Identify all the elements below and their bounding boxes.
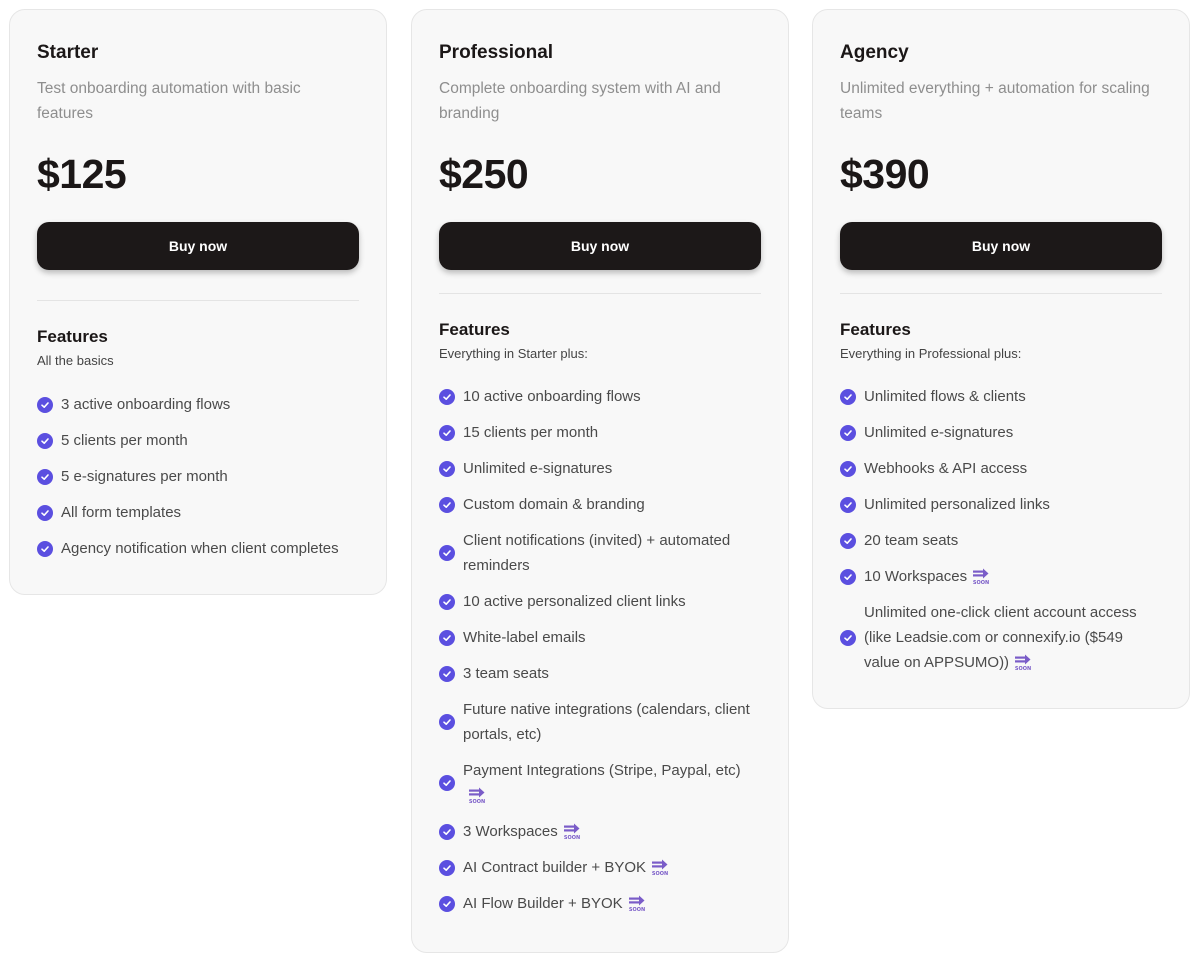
check-circle-icon xyxy=(439,860,455,876)
check-circle-icon xyxy=(439,775,455,791)
feature-list xyxy=(37,392,359,561)
feature-label: Unlimited e-signatures xyxy=(463,460,613,477)
coming-soon-arrow-icon xyxy=(1014,654,1032,671)
check-circle-icon xyxy=(840,533,856,549)
plan-price: $125 xyxy=(37,151,127,197)
feature-item xyxy=(840,420,1162,445)
feature-text xyxy=(463,589,761,614)
feature-text xyxy=(463,855,761,880)
feature-label: 15 clients per month xyxy=(463,424,599,441)
svg-text:SOON: SOON xyxy=(628,906,645,912)
check-circle-icon xyxy=(840,630,856,646)
feature-label: All form templates xyxy=(61,504,182,521)
coming-soon-arrow-icon xyxy=(468,787,486,804)
check-circle-icon xyxy=(439,594,455,610)
feature-label: 10 active onboarding flows xyxy=(463,388,641,405)
svg-text:SOON: SOON xyxy=(468,798,486,804)
check-circle-icon xyxy=(439,497,455,513)
check-circle-icon xyxy=(37,541,53,557)
buy-now-button[interactable]: Buy now xyxy=(37,222,359,270)
plan-card-agency xyxy=(812,9,1190,709)
check-circle-icon xyxy=(439,425,455,441)
feature-item xyxy=(37,428,359,453)
plan-description: Unlimited everything + automation for scaling teams xyxy=(840,80,1150,122)
check-circle-icon xyxy=(439,630,455,646)
feature-text xyxy=(463,661,761,686)
check-circle-icon xyxy=(840,569,856,585)
feature-text xyxy=(61,428,359,453)
feature-text xyxy=(864,492,1162,517)
feature-item xyxy=(439,661,761,686)
feature-text xyxy=(463,819,761,844)
feature-label: 5 clients per month xyxy=(61,432,188,449)
features-title: Features xyxy=(439,320,510,339)
feature-text xyxy=(61,500,359,525)
feature-text xyxy=(463,697,761,747)
feature-item xyxy=(439,528,761,578)
feature-text xyxy=(61,464,359,489)
feature-item xyxy=(439,758,761,808)
feature-item xyxy=(439,625,761,650)
check-circle-icon xyxy=(840,497,856,513)
feature-text xyxy=(864,600,1162,675)
check-circle-icon xyxy=(840,425,856,441)
buy-now-button[interactable]: Buy now xyxy=(439,222,761,270)
coming-soon-arrow-icon xyxy=(628,895,646,912)
feature-text xyxy=(864,420,1162,445)
feature-text xyxy=(864,528,1162,553)
divider xyxy=(439,293,761,294)
svg-text:SOON: SOON xyxy=(972,579,990,585)
feature-item xyxy=(37,536,359,561)
feature-text xyxy=(61,536,359,561)
plan-card-professional xyxy=(411,9,789,953)
check-circle-icon xyxy=(439,389,455,405)
feature-text xyxy=(463,625,761,650)
feature-item xyxy=(439,697,761,747)
feature-label: Client notifications (invited) + automated reminders xyxy=(463,532,731,574)
plan-description: Test onboarding automation with basic features xyxy=(37,80,301,122)
feature-item xyxy=(840,456,1162,481)
feature-label: AI Contract builder + BYOK xyxy=(463,859,647,876)
check-circle-icon xyxy=(439,714,455,730)
feature-text xyxy=(463,384,761,409)
features-title: Features xyxy=(37,327,108,346)
divider xyxy=(37,300,359,301)
feature-label: 3 team seats xyxy=(463,665,549,682)
feature-text xyxy=(463,758,761,808)
feature-label: White-label emails xyxy=(463,629,586,646)
feature-label: Unlimited e-signatures xyxy=(864,424,1014,441)
feature-label: 3 active onboarding flows xyxy=(61,396,231,413)
feature-item xyxy=(439,420,761,445)
coming-soon-arrow-icon xyxy=(651,859,669,876)
feature-text xyxy=(463,456,761,481)
feature-label: 20 team seats xyxy=(864,532,959,549)
plan-description: Complete onboarding system with AI and branding xyxy=(439,80,721,122)
feature-label: 10 Workspaces xyxy=(864,568,968,585)
feature-label: Payment Integrations (Stripe, Paypal, etc) xyxy=(463,762,741,779)
check-circle-icon xyxy=(840,461,856,477)
feature-item xyxy=(37,464,359,489)
feature-item xyxy=(439,492,761,517)
feature-label: AI Flow Builder + BYOK xyxy=(463,895,623,912)
feature-item xyxy=(840,564,1162,589)
plan-price: $250 xyxy=(439,151,529,197)
svg-text:SOON: SOON xyxy=(651,870,669,876)
divider xyxy=(840,293,1162,294)
feature-list xyxy=(840,384,1162,675)
buy-now-button[interactable]: Buy now xyxy=(840,222,1162,270)
check-circle-icon xyxy=(37,505,53,521)
check-circle-icon xyxy=(439,896,455,912)
feature-text xyxy=(463,420,761,445)
feature-item xyxy=(439,384,761,409)
coming-soon-arrow-icon xyxy=(972,568,990,585)
check-circle-icon xyxy=(439,666,455,682)
feature-label: Custom domain & branding xyxy=(463,496,645,513)
feature-item xyxy=(439,819,761,844)
check-circle-icon xyxy=(439,461,455,477)
feature-item xyxy=(37,392,359,417)
feature-item xyxy=(439,589,761,614)
feature-text xyxy=(864,384,1162,409)
feature-text xyxy=(61,392,359,417)
svg-text:SOON: SOON xyxy=(563,834,580,840)
feature-label: 5 e-signatures per month xyxy=(61,468,228,485)
feature-label: 3 Workspaces xyxy=(463,823,558,840)
feature-item xyxy=(840,492,1162,517)
feature-list xyxy=(439,384,761,916)
feature-item xyxy=(439,891,761,916)
check-circle-icon xyxy=(840,389,856,405)
feature-label: Agency notification when client completes xyxy=(61,540,339,557)
check-circle-icon xyxy=(37,469,53,485)
feature-label: 10 active personalized client links xyxy=(463,593,686,610)
check-circle-icon xyxy=(439,824,455,840)
check-circle-icon xyxy=(37,397,53,413)
coming-soon-arrow-icon xyxy=(563,823,581,840)
plan-name: Starter xyxy=(37,42,99,63)
plan-card-starter xyxy=(9,9,387,595)
feature-label: Webhooks & API access xyxy=(864,460,1028,477)
feature-label: Unlimited flows & clients xyxy=(864,388,1026,405)
feature-item xyxy=(840,384,1162,409)
feature-label: Unlimited one-click client account access (like Leadsie.com or connexify.io ($549 value on APPSUMO)) xyxy=(864,604,1137,671)
features-subtitle: All the basics xyxy=(37,353,114,368)
feature-label: Future native integrations (calendars, client portals, etc) xyxy=(463,701,750,743)
feature-text xyxy=(463,528,761,578)
plan-name: Professional xyxy=(439,42,554,63)
feature-text xyxy=(463,891,761,916)
feature-label: Unlimited personalized links xyxy=(864,496,1050,513)
svg-text:SOON: SOON xyxy=(1014,665,1032,671)
feature-text xyxy=(864,456,1162,481)
feature-item xyxy=(37,500,359,525)
feature-item xyxy=(840,528,1162,553)
plan-name: Agency xyxy=(840,42,909,63)
check-circle-icon xyxy=(37,433,53,449)
feature-item xyxy=(439,456,761,481)
check-circle-icon xyxy=(439,545,455,561)
plan-price: $390 xyxy=(840,151,930,197)
feature-item xyxy=(840,600,1162,675)
features-subtitle: Everything in Professional plus: xyxy=(840,346,1022,361)
features-subtitle: Everything in Starter plus: xyxy=(439,346,588,361)
feature-text xyxy=(463,492,761,517)
feature-item xyxy=(439,855,761,880)
features-title: Features xyxy=(840,320,911,339)
feature-text xyxy=(864,564,1162,589)
